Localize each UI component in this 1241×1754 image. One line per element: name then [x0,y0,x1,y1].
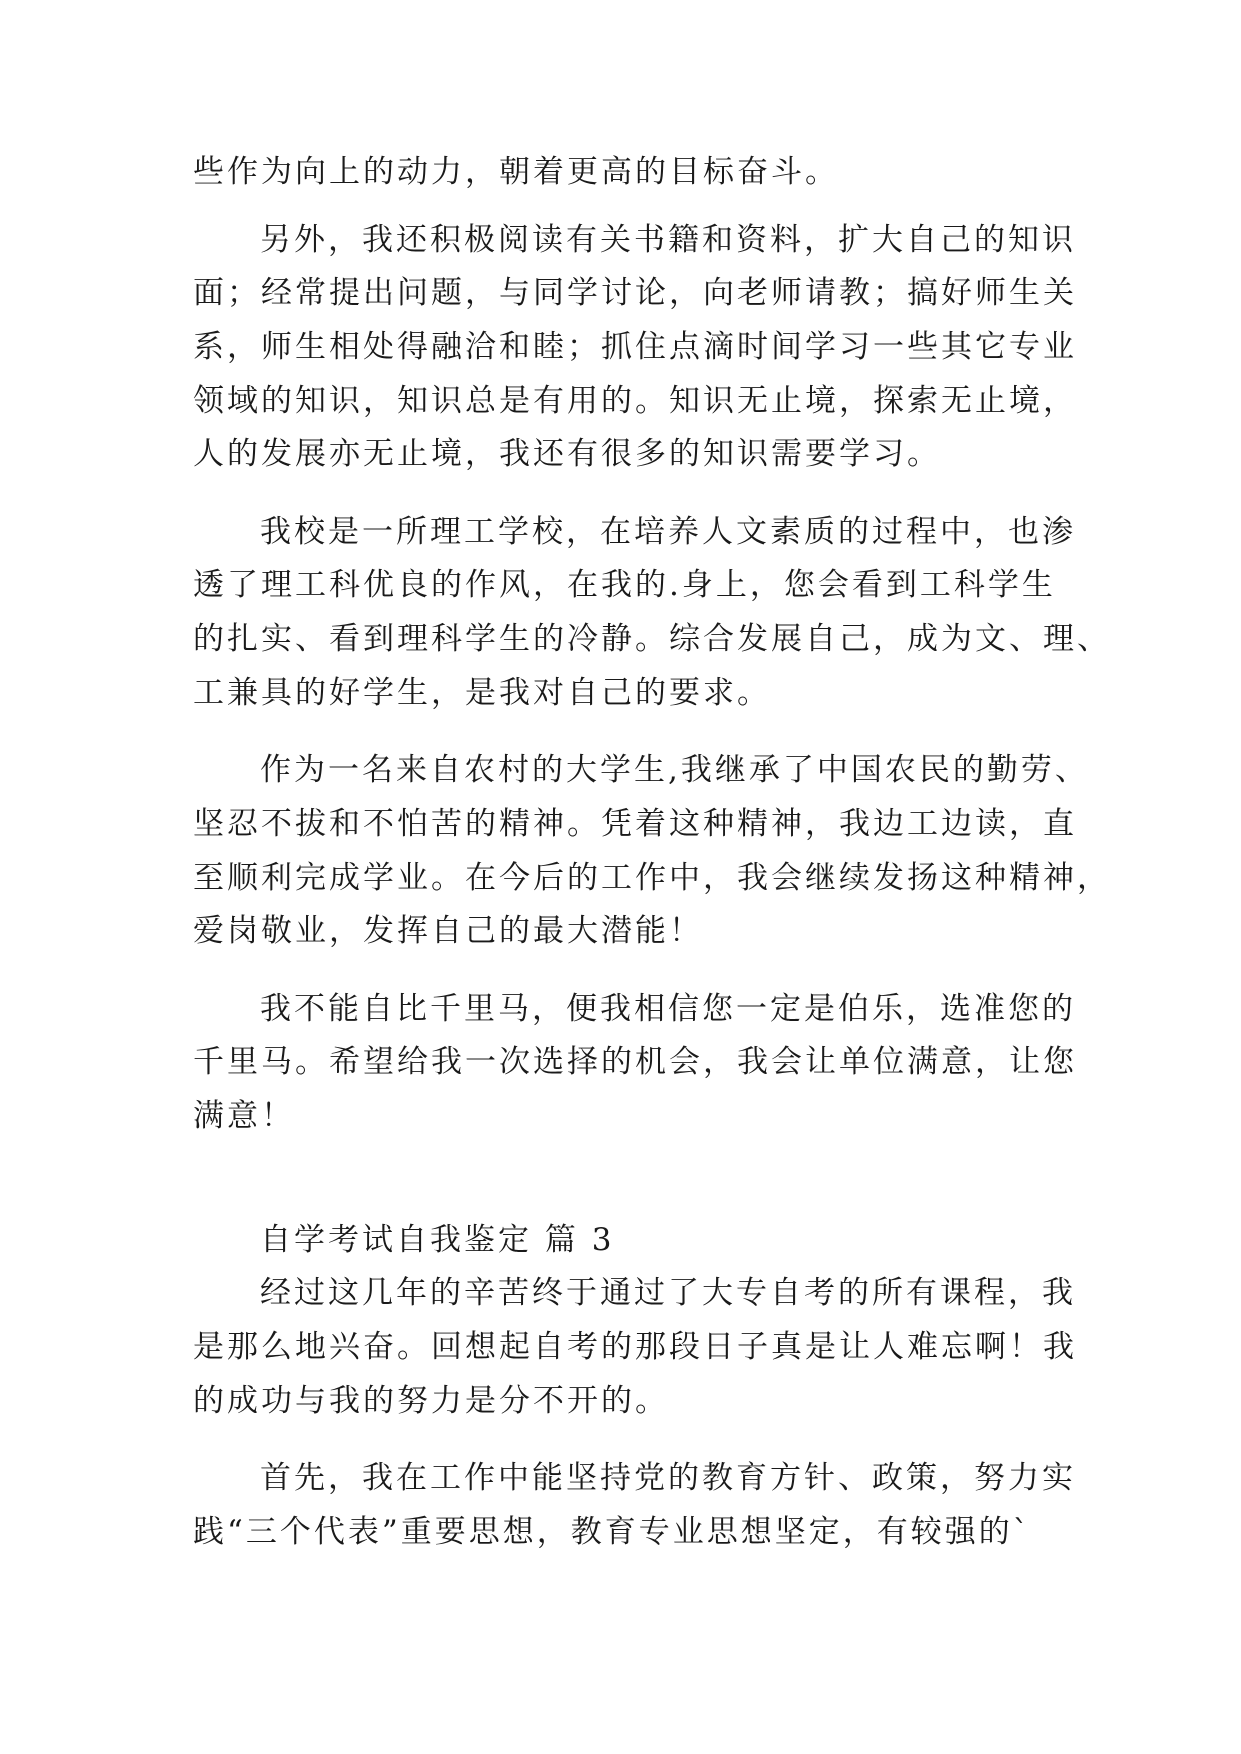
text-line: 是那么地兴奋。回想起自考的那段日子真是让人难忘啊！我 [193,1329,1077,1365]
text-line: 人的发展亦无止境，我还有很多的知识需要学习。 [193,436,941,472]
text-line: 满意！ [193,1098,295,1134]
text-line: 至顺利完成学业。在今后的工作中，我会继续发扬这种精神， [193,860,1111,896]
text-line: 我校是一所理工学校，在培养人文素质的过程中，也渗 [260,514,1076,550]
text-line: 的成功与我的努力是分不开的。 [193,1383,669,1419]
text-line: 作为一名来自农村的大学生,我继承了中国农民的勤劳、 [260,752,1089,788]
text-line: 千里马。希望给我一次选择的机会，我会让单位满意，让您 [193,1044,1077,1080]
section-heading: 自学考试自我鉴定 篇 3 [260,1222,615,1258]
text-line: 领域的知识，知识总是有用的。知识无止境，探索无止境， [193,383,1077,419]
text-line: 些作为向上的动力，朝着更高的目标奋斗。 [193,154,839,190]
text-line: 爱岗敬业，发挥自己的最大潜能！ [193,913,703,949]
text-line: 系，师生相处得融洽和睦；抓住点滴时间学习一些其它专业 [193,329,1077,365]
text-line: 坚忍不拔和不怕苦的精神。凭着这种精神，我边工边读，直 [193,806,1077,842]
text-line: 首先，我在工作中能坚持党的教育方针、政策，努力实 [260,1460,1076,1496]
text-line: 工兼具的好学生，是我对自己的要求。 [193,675,771,711]
text-line: 我不能自比千里马，便我相信您一定是伯乐，选准您的 [260,991,1076,1027]
text-line: 另外，我还积极阅读有关书籍和资料，扩大自己的知识 [260,222,1076,258]
text-line: 面；经常提出问题，与同学讨论，向老师请教；搞好师生关 [193,275,1077,311]
text-line: 透了理工科优良的作风，在我的.身上，您会看到工科学生 [193,567,1056,603]
text-line: 践“三个代表”重要思想，教育专业思想坚定，有较强的` [193,1514,1032,1550]
text-line: 经过这几年的辛苦终于通过了大专自考的所有课程，我 [260,1275,1076,1311]
text-line: 的扎实、看到理科学生的冷静。综合发展自己，成为文、理、 [193,621,1111,657]
